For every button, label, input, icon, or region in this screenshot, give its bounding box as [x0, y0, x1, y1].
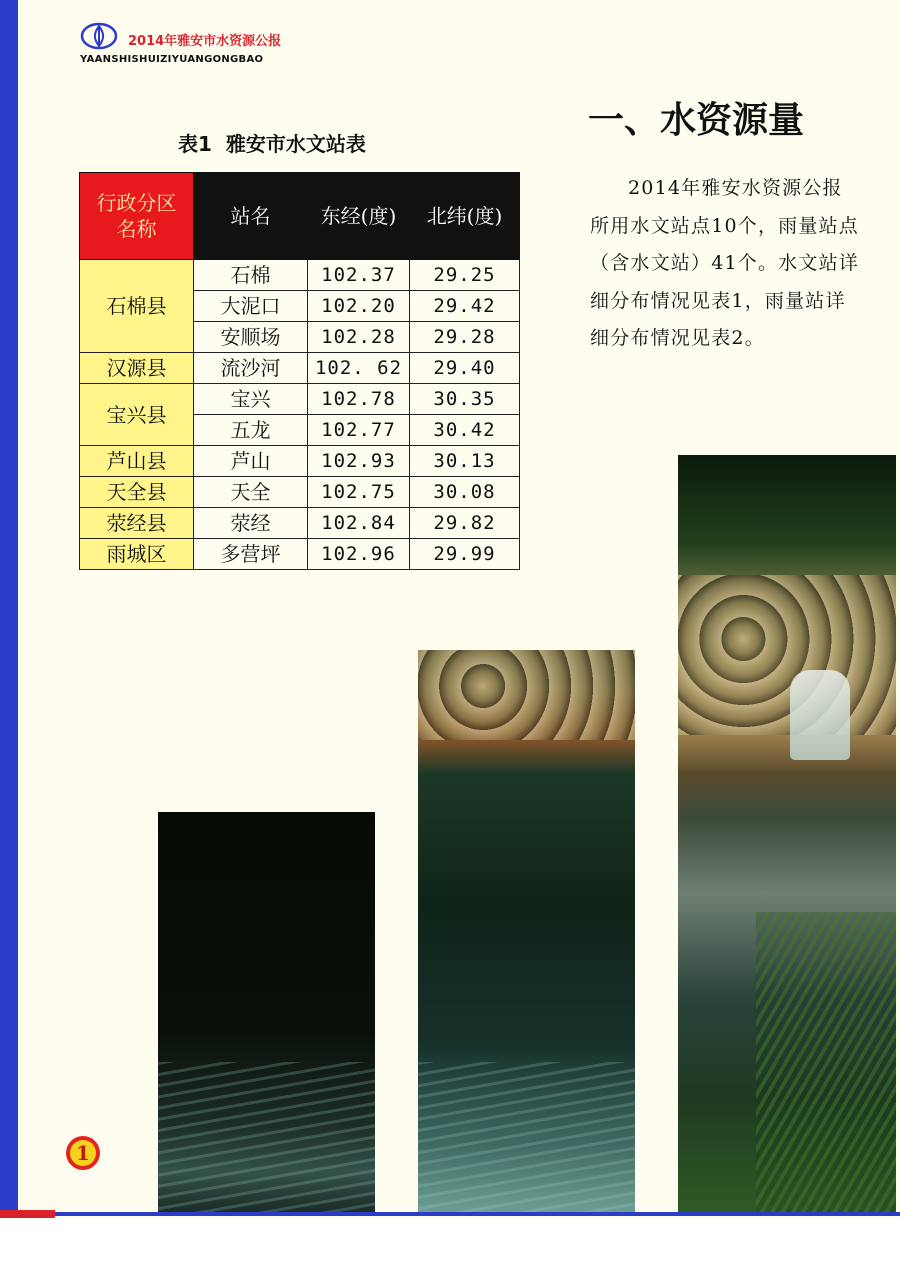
river-photo-waterfall	[678, 455, 896, 1212]
latitude-cell: 30.35	[410, 384, 520, 415]
latitude-cell: 30.13	[410, 446, 520, 477]
region-cell: 雨城区	[80, 539, 194, 570]
header-longitude: 东经(度)	[308, 173, 410, 260]
page-number-badge	[66, 1136, 100, 1170]
header-title: 2014年雅安市水资源公报	[128, 34, 282, 49]
station-cell: 宝兴	[194, 384, 308, 415]
station-cell: 天全	[194, 477, 308, 508]
longitude-cell: 102.28	[308, 322, 410, 353]
longitude-cell: 102.75	[308, 477, 410, 508]
latitude-cell: 29.82	[410, 508, 520, 539]
table-row	[80, 508, 520, 539]
header-station: 站名	[194, 173, 308, 260]
header-region-line1: 行政分区	[96, 191, 177, 215]
header-latitude: 北纬(度)	[410, 173, 520, 260]
station-cell: 大泥口	[194, 291, 308, 322]
header-region	[80, 173, 194, 260]
longitude-cell: 102.37	[308, 260, 410, 291]
water-drop-logo-icon	[80, 22, 118, 50]
left-color-bar	[0, 0, 18, 1220]
river-photo-dark	[158, 812, 375, 1212]
latitude-cell: 30.08	[410, 477, 520, 508]
longitude-cell: 102.20	[308, 291, 410, 322]
small-waterfall	[790, 670, 850, 760]
station-cell: 石棉	[194, 260, 308, 291]
river-photo-rocks	[418, 650, 635, 1212]
longitude-cell: 102.96	[308, 539, 410, 570]
station-cell: 五龙	[194, 415, 308, 446]
table-caption-text: 雅安市水文站表	[225, 132, 366, 156]
longitude-cell: 102.77	[308, 415, 410, 446]
latitude-cell: 29.99	[410, 539, 520, 570]
table-row	[80, 539, 520, 570]
water-ripples	[158, 1062, 375, 1212]
region-cell: 天全县	[80, 477, 194, 508]
region-cell: 荥经县	[80, 508, 194, 539]
section-title: 一、水资源量	[588, 100, 805, 141]
station-cell: 荥经	[194, 508, 308, 539]
longitude-cell: 102.93	[308, 446, 410, 477]
latitude-cell: 29.42	[410, 291, 520, 322]
header-region-line2: 名称	[116, 217, 157, 241]
table-caption-number: 表1	[178, 132, 212, 156]
station-cell: 芦山	[194, 446, 308, 477]
header-subtitle: YAANSHISHUIZIYUANGONGBAO	[80, 54, 264, 65]
rock-bank	[418, 650, 635, 740]
table-header-row	[80, 173, 520, 260]
region-cell: 石棉县	[80, 260, 194, 353]
table-row	[80, 446, 520, 477]
bottom-red-accent	[0, 1210, 55, 1218]
region-cell: 汉源县	[80, 353, 194, 384]
table-row	[80, 384, 520, 415]
longitude-cell: 102.84	[308, 508, 410, 539]
station-cell: 安顺场	[194, 322, 308, 353]
longitude-cell: 102.78	[308, 384, 410, 415]
longitude-cell: 102. 62	[308, 353, 410, 384]
table-row	[80, 260, 520, 291]
table-row	[80, 477, 520, 508]
section-body: 2014年雅安水资源公报所用水文站点10个，雨量站点（含水文站）41个。水文站详细分布情况见表1，雨量站详细分布情况见表2。	[590, 177, 859, 349]
latitude-cell: 30.42	[410, 415, 520, 446]
bottom-margin	[0, 1218, 900, 1270]
foliage	[756, 912, 896, 1212]
region-cell: 芦山县	[80, 446, 194, 477]
rock-bank	[678, 575, 896, 735]
region-cell: 宝兴县	[80, 384, 194, 446]
table-caption	[178, 128, 366, 157]
latitude-cell: 29.40	[410, 353, 520, 384]
latitude-cell: 29.25	[410, 260, 520, 291]
page-number: 1	[70, 1140, 96, 1166]
station-cell: 流沙河	[194, 353, 308, 384]
water-ripples	[418, 1062, 635, 1212]
station-cell: 多营坪	[194, 539, 308, 570]
latitude-cell: 29.28	[410, 322, 520, 353]
bottom-blue-rule	[55, 1212, 900, 1216]
hydrological-station-table	[79, 172, 520, 570]
table-row	[80, 353, 520, 384]
